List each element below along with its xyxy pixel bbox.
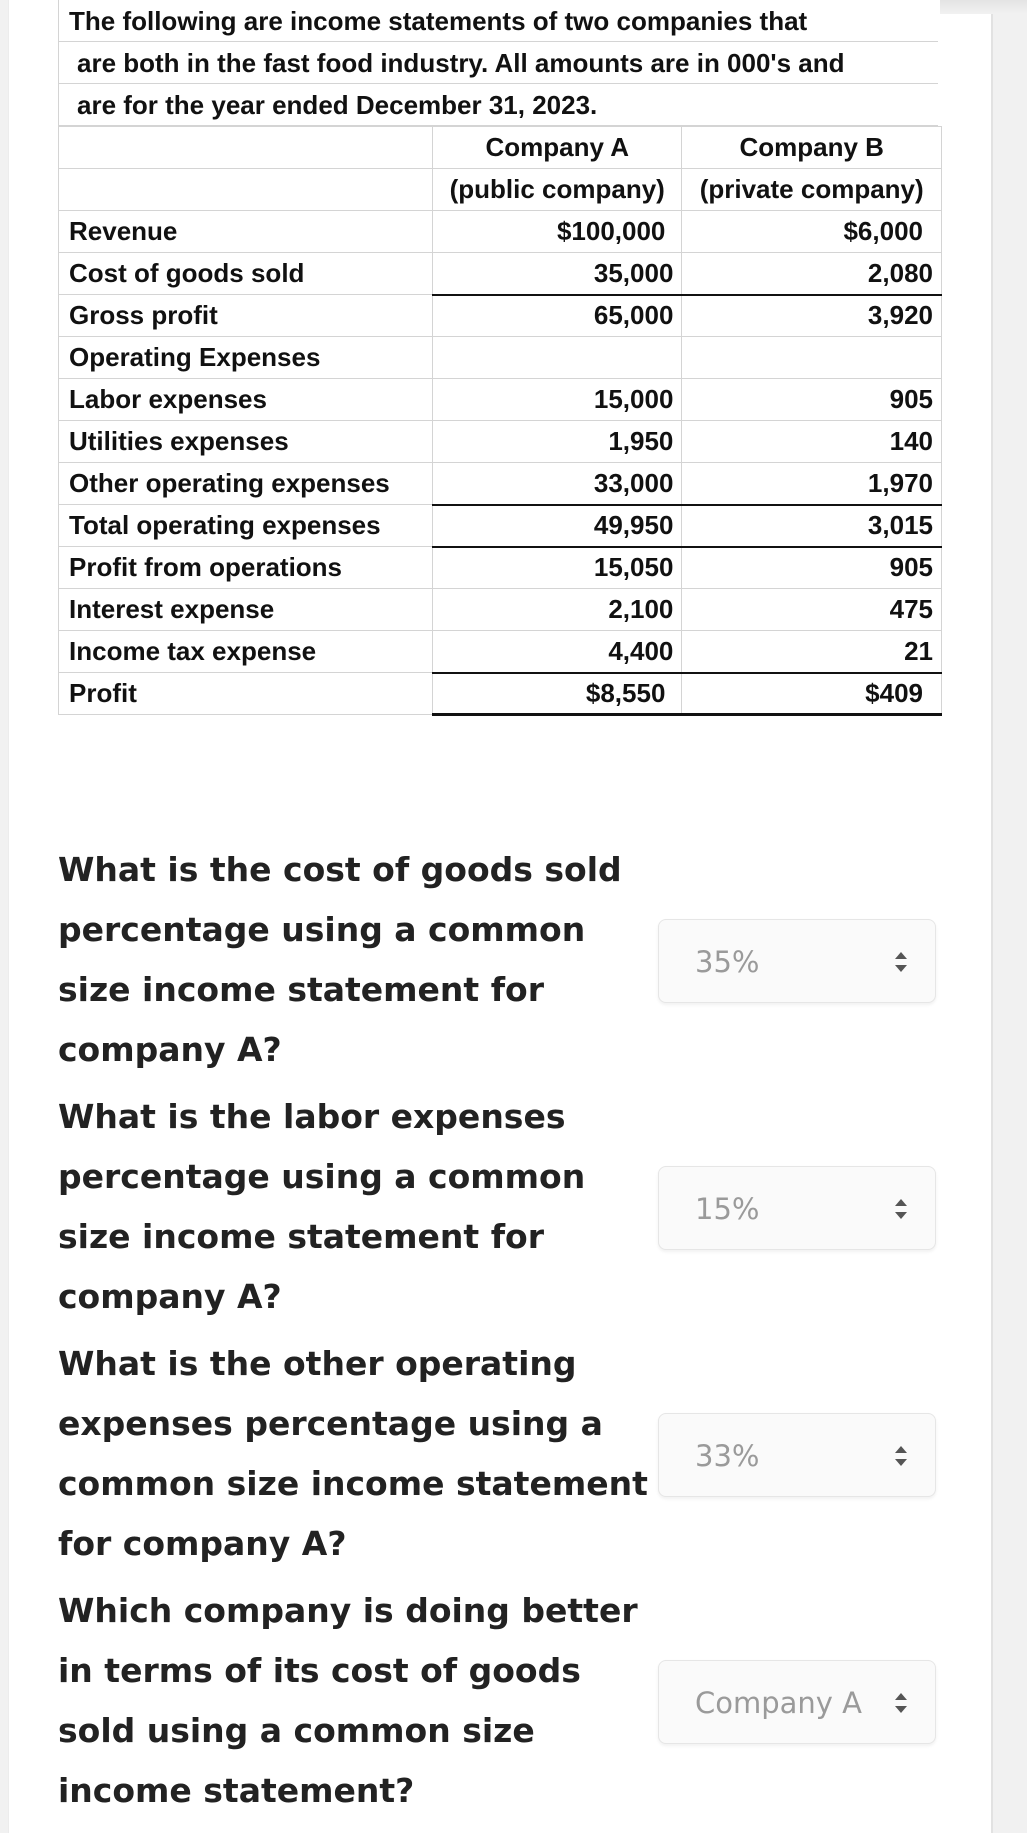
selected-value: Company A xyxy=(695,1686,863,1720)
row-label: Labor expenses xyxy=(59,379,433,421)
company-a-value: 2,100 xyxy=(433,589,682,631)
company-a-value: 15,050 xyxy=(433,547,682,589)
company-a-value: 4,400 xyxy=(433,631,682,673)
row-label: Revenue xyxy=(59,211,433,253)
company-a-header: Company A xyxy=(433,127,682,169)
row-label: Other operating expenses xyxy=(59,463,433,505)
table-row xyxy=(59,421,942,463)
table-row xyxy=(59,379,942,421)
table-row xyxy=(59,253,942,295)
company-b-value: $6,000 xyxy=(682,211,942,253)
income-statement-table xyxy=(58,126,942,716)
selected-value: 15% xyxy=(695,1192,760,1226)
answer-select[interactable] xyxy=(658,919,936,1003)
top-shadow xyxy=(940,0,1027,14)
company-b-value: 905 xyxy=(682,547,942,589)
row-label: Gross profit xyxy=(59,295,433,337)
selected-value: 33% xyxy=(695,1439,760,1473)
company-b-value: 21 xyxy=(682,631,942,673)
table-row xyxy=(59,631,942,673)
question-text: What is the other operating expenses percentage using a common size income statement for company A? xyxy=(58,1344,648,1563)
answer-select[interactable] xyxy=(658,1660,936,1744)
company-b-header: Company B xyxy=(682,127,942,169)
company-a-value xyxy=(433,337,682,379)
row-label: Utilities expenses xyxy=(59,421,433,463)
company-b-value: 475 xyxy=(682,589,942,631)
company-b-value: 3,920 xyxy=(682,295,942,337)
intro-text xyxy=(58,0,938,126)
company-a-value: 49,950 xyxy=(433,505,682,547)
header-row xyxy=(59,127,942,169)
income-statement-image xyxy=(58,0,938,716)
updown-chevron-icon xyxy=(893,948,909,976)
company-a-value: 35,000 xyxy=(433,253,682,295)
question-text: What is the labor expenses percentage using a common size income statement for company A? xyxy=(58,1097,586,1316)
company-b-value: 1,970 xyxy=(682,463,942,505)
company-a-subheader: (public company) xyxy=(433,169,682,211)
question-text: Which company is doing better in terms of its cost of goods sold using a common size income statement? xyxy=(58,1591,638,1810)
row-label: Profit from operations xyxy=(59,547,433,589)
table-row xyxy=(59,337,942,379)
table-row xyxy=(59,463,942,505)
row-label: Interest expense xyxy=(59,589,433,631)
company-a-value: $8,550 xyxy=(433,673,682,715)
table-row xyxy=(59,211,942,253)
row-label: Operating Expenses xyxy=(59,337,433,379)
selected-value: 35% xyxy=(695,945,760,979)
company-b-value: 905 xyxy=(682,379,942,421)
updown-chevron-icon xyxy=(893,1442,909,1470)
row-label: Income tax expense xyxy=(59,631,433,673)
updown-chevron-icon xyxy=(893,1689,909,1717)
company-a-value: $100,000 xyxy=(433,211,682,253)
answer-select[interactable] xyxy=(658,1413,936,1497)
company-a-value: 33,000 xyxy=(433,463,682,505)
row-label: Cost of goods sold xyxy=(59,253,433,295)
answer-select[interactable] xyxy=(658,1166,936,1250)
company-b-value: 2,080 xyxy=(682,253,942,295)
question-text: What is the cost of goods sold percentage using a common size income statement for company A? xyxy=(58,850,622,1069)
table-row xyxy=(59,673,942,715)
company-b-subheader: (private company) xyxy=(682,169,942,211)
company-b-value xyxy=(682,337,942,379)
table-row xyxy=(59,589,942,631)
intro-line: are both in the fast food industry. All amounts are in 000's and xyxy=(58,42,938,84)
table-row xyxy=(59,505,942,547)
row-label: Profit xyxy=(59,673,433,715)
updown-chevron-icon xyxy=(893,1195,909,1223)
company-a-value: 1,950 xyxy=(433,421,682,463)
table-row xyxy=(59,547,942,589)
intro-line: The following are income statements of two companies that xyxy=(58,0,938,42)
company-b-value: 140 xyxy=(682,421,942,463)
subheader-row xyxy=(59,169,942,211)
row-label: Total operating expenses xyxy=(59,505,433,547)
company-a-value: 65,000 xyxy=(433,295,682,337)
company-b-value: 3,015 xyxy=(682,505,942,547)
company-a-value: 15,000 xyxy=(433,379,682,421)
company-b-value: $409 xyxy=(682,673,942,715)
table-row xyxy=(59,295,942,337)
intro-line: are for the year ended December 31, 2023. xyxy=(58,84,938,126)
